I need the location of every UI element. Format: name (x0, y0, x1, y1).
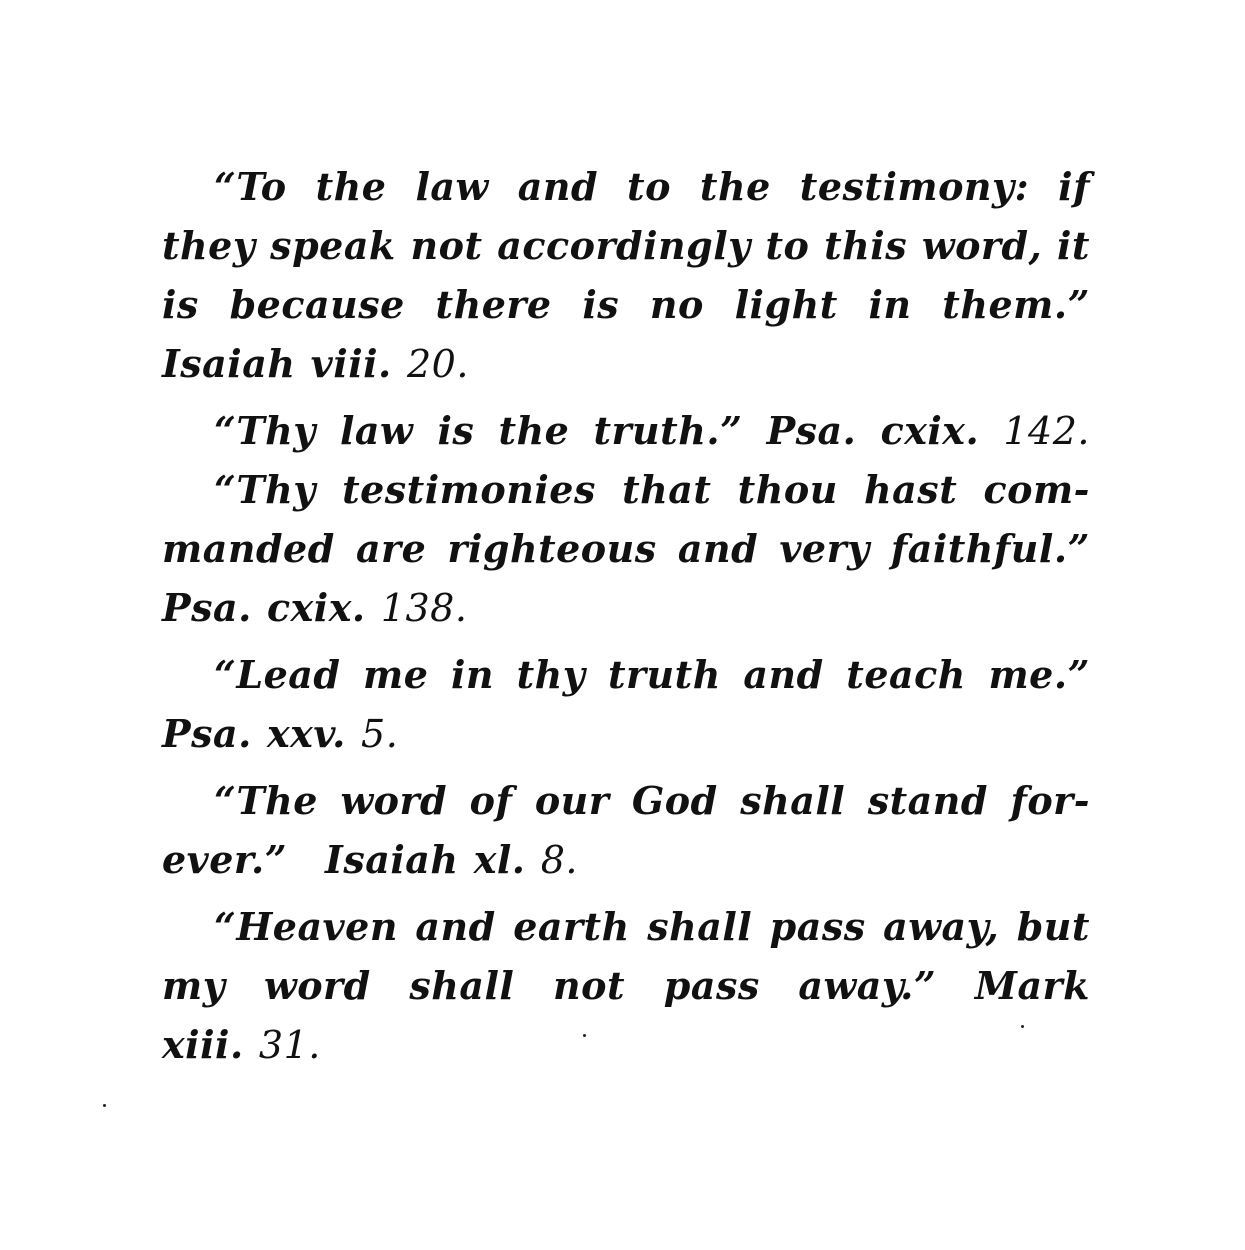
word: and (677, 526, 759, 571)
word: Mark (974, 963, 1090, 1008)
word: away, (883, 904, 1000, 949)
word: to (765, 223, 810, 268)
word: is (437, 408, 475, 453)
word: of (469, 778, 513, 823)
word: no (649, 282, 704, 327)
text-line (162, 520, 1090, 578)
word: “Heaven (214, 904, 398, 949)
word: thou (737, 467, 838, 512)
text-line (162, 461, 1090, 519)
word: shall (647, 904, 753, 949)
word: hast (864, 467, 958, 512)
word: testimonies (342, 467, 596, 512)
text-line (162, 217, 1090, 275)
text-line (162, 898, 1090, 956)
word: away.” (798, 963, 937, 1008)
word: righteous (447, 526, 657, 571)
verse-number: 20. (406, 342, 469, 386)
word: “Thy (214, 467, 316, 512)
word: word (340, 778, 448, 823)
word: pass (769, 904, 866, 949)
word: because (229, 282, 405, 327)
scan-speck (583, 1034, 586, 1037)
word: for- (1010, 778, 1090, 823)
word: “Thy (214, 408, 316, 453)
text-line (162, 402, 1090, 460)
word: “To (214, 164, 287, 209)
word: xxv. (267, 711, 346, 756)
word: word (263, 963, 371, 1008)
word: truth (607, 652, 721, 697)
word: xiii. (162, 1022, 244, 1067)
word: and (743, 652, 824, 697)
word: faithful.” (890, 526, 1090, 571)
word: is (162, 282, 199, 327)
word: earth (513, 904, 630, 949)
word: if (1058, 164, 1090, 209)
word: Isaiah (162, 341, 296, 386)
word: word, (921, 223, 1043, 268)
word: “Lead (214, 652, 341, 697)
word: not (553, 963, 626, 1008)
word: Psa. (162, 711, 252, 756)
word: xl. (473, 837, 526, 882)
word: and (415, 904, 496, 949)
word: Psa. (766, 408, 857, 453)
word: and (517, 164, 599, 209)
word: them.” (942, 282, 1090, 327)
word: cxix. (880, 408, 980, 453)
word: “The (214, 778, 318, 823)
word: truth.” (593, 408, 743, 453)
word: testimony: (799, 164, 1030, 209)
verse-number: 138. (380, 586, 468, 630)
word: pass (663, 963, 760, 1008)
verse-number: 31. (258, 1023, 321, 1067)
reference-line (162, 1016, 1090, 1074)
word: this (824, 223, 908, 268)
word: in (450, 652, 495, 697)
word: me (363, 652, 429, 697)
word: viii. (310, 341, 392, 386)
word: but (1016, 904, 1090, 949)
word: law (415, 164, 489, 209)
word: the (699, 164, 771, 209)
text-line (162, 646, 1090, 704)
word: light (734, 282, 838, 327)
reference-line (162, 579, 1090, 637)
word: our (534, 778, 610, 823)
word: me.” (988, 652, 1090, 697)
scan-speck (1021, 1025, 1024, 1028)
word: Psa. (162, 585, 252, 630)
word: shall (409, 963, 515, 1008)
word: God (631, 778, 718, 823)
reference-line (162, 705, 1090, 763)
word: accordingly (497, 223, 751, 268)
word: com- (983, 467, 1090, 512)
word: not (410, 223, 483, 268)
text-line (162, 276, 1090, 334)
word: Isaiah (325, 837, 459, 882)
scan-speck (103, 1104, 106, 1107)
verse-number: 142. (1003, 409, 1090, 453)
word: ever.” (162, 837, 288, 882)
text-line (162, 772, 1090, 830)
word: it (1057, 223, 1090, 268)
text-line (162, 831, 1090, 889)
word: the (498, 408, 570, 453)
text-line (162, 957, 1090, 1015)
word: stand (867, 778, 988, 823)
word: in (868, 282, 912, 327)
word: manded (162, 526, 335, 571)
word: that (622, 467, 712, 512)
word: my (162, 963, 226, 1008)
verse-number: 5. (361, 712, 399, 756)
reference-line (162, 335, 1090, 393)
word: cxix. (267, 585, 366, 630)
word: they (162, 223, 256, 268)
word: the (315, 164, 387, 209)
word: to (627, 164, 671, 209)
word: shall (740, 778, 846, 823)
text-line (162, 158, 1090, 216)
word: is (582, 282, 620, 327)
word: very (779, 526, 870, 571)
word: teach (846, 652, 966, 697)
word: law (340, 408, 414, 453)
verse-number: 8. (540, 838, 578, 882)
word: thy (516, 652, 586, 697)
word: there (435, 282, 552, 327)
word: are (355, 526, 427, 571)
word: speak (270, 223, 396, 268)
